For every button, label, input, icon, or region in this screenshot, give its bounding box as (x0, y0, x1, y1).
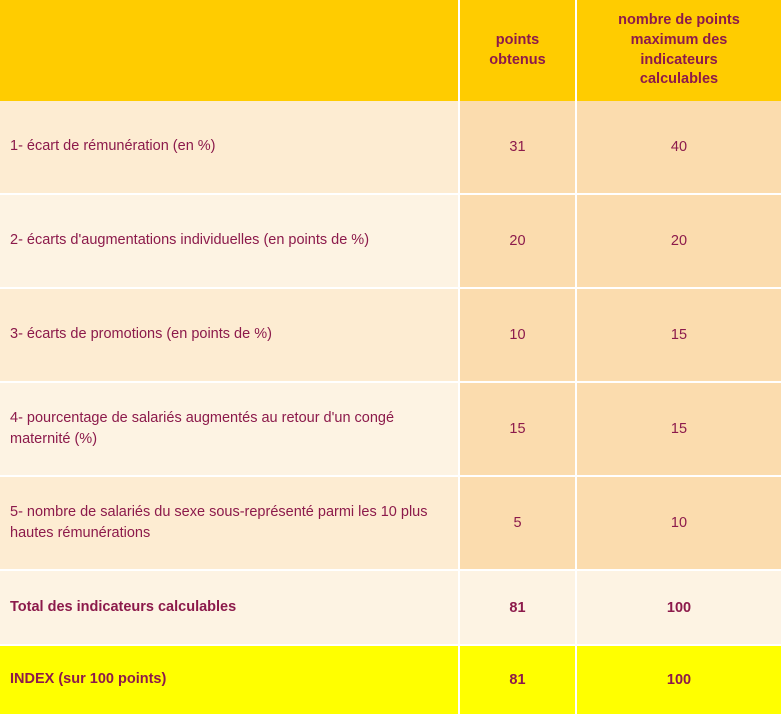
row-label: 3- écarts de promotions (en points de %) (0, 288, 459, 382)
row-points-obtenus: 15 (459, 382, 576, 476)
table-header (0, 0, 781, 101)
row-points-maximum: 15 (576, 382, 781, 476)
table-row (0, 476, 781, 570)
row-label: 1- écart de rémunération (en %) (0, 101, 459, 194)
header-points-obtenus-line1: points (495, 31, 540, 48)
index-label: INDEX (sur 100 points) (0, 645, 459, 714)
header-points-obtenus-line2: obtenus (489, 51, 546, 68)
table-row-total (0, 570, 781, 645)
table-body (0, 101, 781, 714)
index-points-obtenus: 81 (459, 645, 576, 714)
header-points-obtenus (459, 0, 576, 101)
table-row (0, 101, 781, 194)
header-points-maximum-line1: nombre de points (618, 12, 740, 29)
table-header-row (0, 0, 781, 101)
row-points-obtenus: 31 (459, 101, 576, 194)
total-label: Total des indicateurs calculables (0, 570, 459, 645)
row-label: 2- écarts d'augmentations individuelles (en points de %) (0, 194, 459, 288)
row-points-obtenus: 20 (459, 194, 576, 288)
row-label: 4- pourcentage de salariés augmentés au retour d'un congé maternité (%) (0, 382, 459, 476)
table-row (0, 382, 781, 476)
row-points-maximum: 40 (576, 101, 781, 194)
header-indicator (0, 0, 459, 101)
row-points-obtenus: 10 (459, 288, 576, 382)
table-row-index (0, 645, 781, 714)
total-points-maximum: 100 (576, 570, 781, 645)
index-points-maximum: 100 (576, 645, 781, 714)
header-points-maximum-line2: maximum des (630, 31, 728, 48)
header-points-maximum-line4: calculables (639, 71, 719, 88)
table-row (0, 288, 781, 382)
header-points-maximum (576, 0, 781, 101)
row-points-obtenus: 5 (459, 476, 576, 570)
header-points-maximum-line3: indicateurs (640, 51, 718, 68)
table-row (0, 194, 781, 288)
row-points-maximum: 10 (576, 476, 781, 570)
row-points-maximum: 20 (576, 194, 781, 288)
total-points-obtenus: 81 (459, 570, 576, 645)
row-label: 5- nombre de salariés du sexe sous-représenté parmi les 10 plus hautes rémunérations (0, 476, 459, 570)
row-points-maximum: 15 (576, 288, 781, 382)
